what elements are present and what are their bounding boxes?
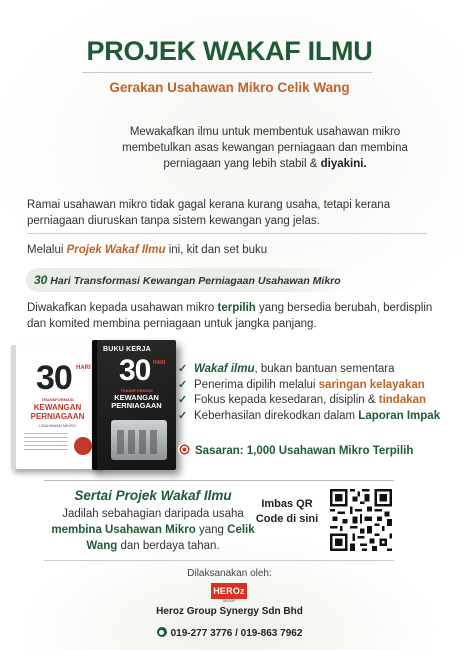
book2-line2: KEWANGAN PERNIAGAAN [111, 393, 162, 410]
item-bold: Laporan Impak [358, 409, 441, 422]
book1-line3: USAHAWAN MIKRO [38, 423, 77, 428]
recipient-post: yang bersedia berubah, berdisplin dan komited membina perniagaan untuk jangka panjang. [27, 302, 433, 330]
intro-body: Mewakafkan ilmu untuk membentuk usahawan mikro membetulkan asas kewangan perniagaan dan membina perniagaan yang lebih stabil & [122, 126, 408, 170]
join-body [38, 506, 268, 554]
phone-line [0, 627, 459, 639]
page-subtitle: Gerakan Usahawan Mikro Celik Wang [109, 80, 350, 95]
join-bold1: membina Usahawan Mikro [51, 524, 196, 536]
intro-text [120, 124, 410, 172]
join-title: Sertai Projek Wakaf Ilmu [74, 488, 232, 503]
target-icon [178, 443, 191, 456]
book2-number: 30 [119, 354, 151, 387]
problem-paragraph: Ramai usahawan mikro tidak gagal kerana kurang usaha, tetapi kerana perniagaan diuruskan tanpa sistem kewangan yang jelas. [27, 199, 391, 227]
benefit-list [178, 362, 448, 424]
divider [27, 233, 427, 234]
calculator-icon [111, 420, 167, 460]
book1-hari: HARI [76, 365, 91, 371]
kit-paragraph [27, 242, 427, 258]
join-bold2: Celik Wang [86, 524, 255, 552]
list-item [178, 362, 448, 378]
list-item [178, 378, 448, 394]
book2-top: BUKU KERJA [103, 346, 151, 353]
company-name: Heroz Group Synergy Sdn Bhd [156, 606, 303, 617]
item-text: Penerima dipilih melalui [194, 378, 319, 391]
item-text: , bukan bantuan sementara [254, 363, 395, 375]
heroz-logo-sub: GROUP [222, 599, 236, 603]
kit-pre: Melalui [27, 244, 64, 256]
item-text: Keberhasilan direkodkan dalam [194, 409, 359, 422]
item-bold: tindakan [378, 394, 427, 406]
whatsapp-icon [157, 627, 167, 637]
recipient-paragraph [27, 300, 437, 332]
divider [44, 480, 394, 481]
divider [44, 560, 394, 561]
item-bold: Wakaf ilmu [194, 363, 255, 375]
target-text: Sasaran: 1,000 Usahawan Mikro Terpilih [195, 445, 414, 457]
banner-text: Hari Transformasi Kewangan Perniagaan Usahawan Mikro [50, 275, 341, 287]
banner-number: 30 [34, 273, 48, 287]
join-post: dan berdaya tahan. [120, 540, 220, 552]
check-icon: ✓ [178, 409, 188, 422]
join-mid: yang [199, 524, 224, 536]
check-icon: ✓ [178, 378, 188, 391]
title-divider [82, 72, 372, 73]
book1-text-lines [24, 433, 68, 453]
list-item [178, 393, 448, 409]
book1-line1: TRANSFORMASI [41, 397, 74, 402]
book1-line2: KEWANGAN PERNIAGAAN [30, 403, 85, 421]
recipient-pre: Diwakafkan kepada usahawan mikro [27, 302, 215, 314]
kit-bold: Projek Wakaf Ilmu [66, 244, 166, 256]
recipient-bold: terpilih [217, 302, 256, 314]
qr-label: Imbas QR Code di sini [255, 498, 319, 525]
book-title-banner [26, 268, 346, 292]
phone-numbers[interactable]: 019-277 3776 / 019-863 7962 [170, 628, 303, 639]
page-title: PROJEK WAKAF ILMU [86, 36, 373, 66]
book-cover-workbook [92, 340, 176, 470]
intro-bold: diyakini. [320, 158, 367, 170]
book-cover-guide [11, 345, 99, 469]
qr-code[interactable] [330, 489, 392, 551]
join-pre: Jadilah sebahagian daripada usaha [62, 508, 244, 520]
book1-number: 30 [36, 359, 72, 397]
target-line [178, 443, 413, 457]
item-text: Fokus kepada kesedaran, disiplin & [194, 394, 379, 406]
list-item [178, 409, 448, 425]
check-icon: ✓ [178, 363, 188, 375]
book2-hari: HARI [153, 360, 166, 366]
heroz-logo: HEROz [211, 583, 247, 599]
book1-seal-icon [74, 437, 92, 455]
book2-line1: TRANSFORMASI [120, 388, 153, 393]
item-bold: saringan kelayakan [318, 378, 425, 391]
implemented-by-label: Dilaksanakan oleh: [187, 568, 272, 579]
check-icon: ✓ [178, 394, 188, 406]
kit-post: ini, kit dan set buku [168, 244, 268, 256]
